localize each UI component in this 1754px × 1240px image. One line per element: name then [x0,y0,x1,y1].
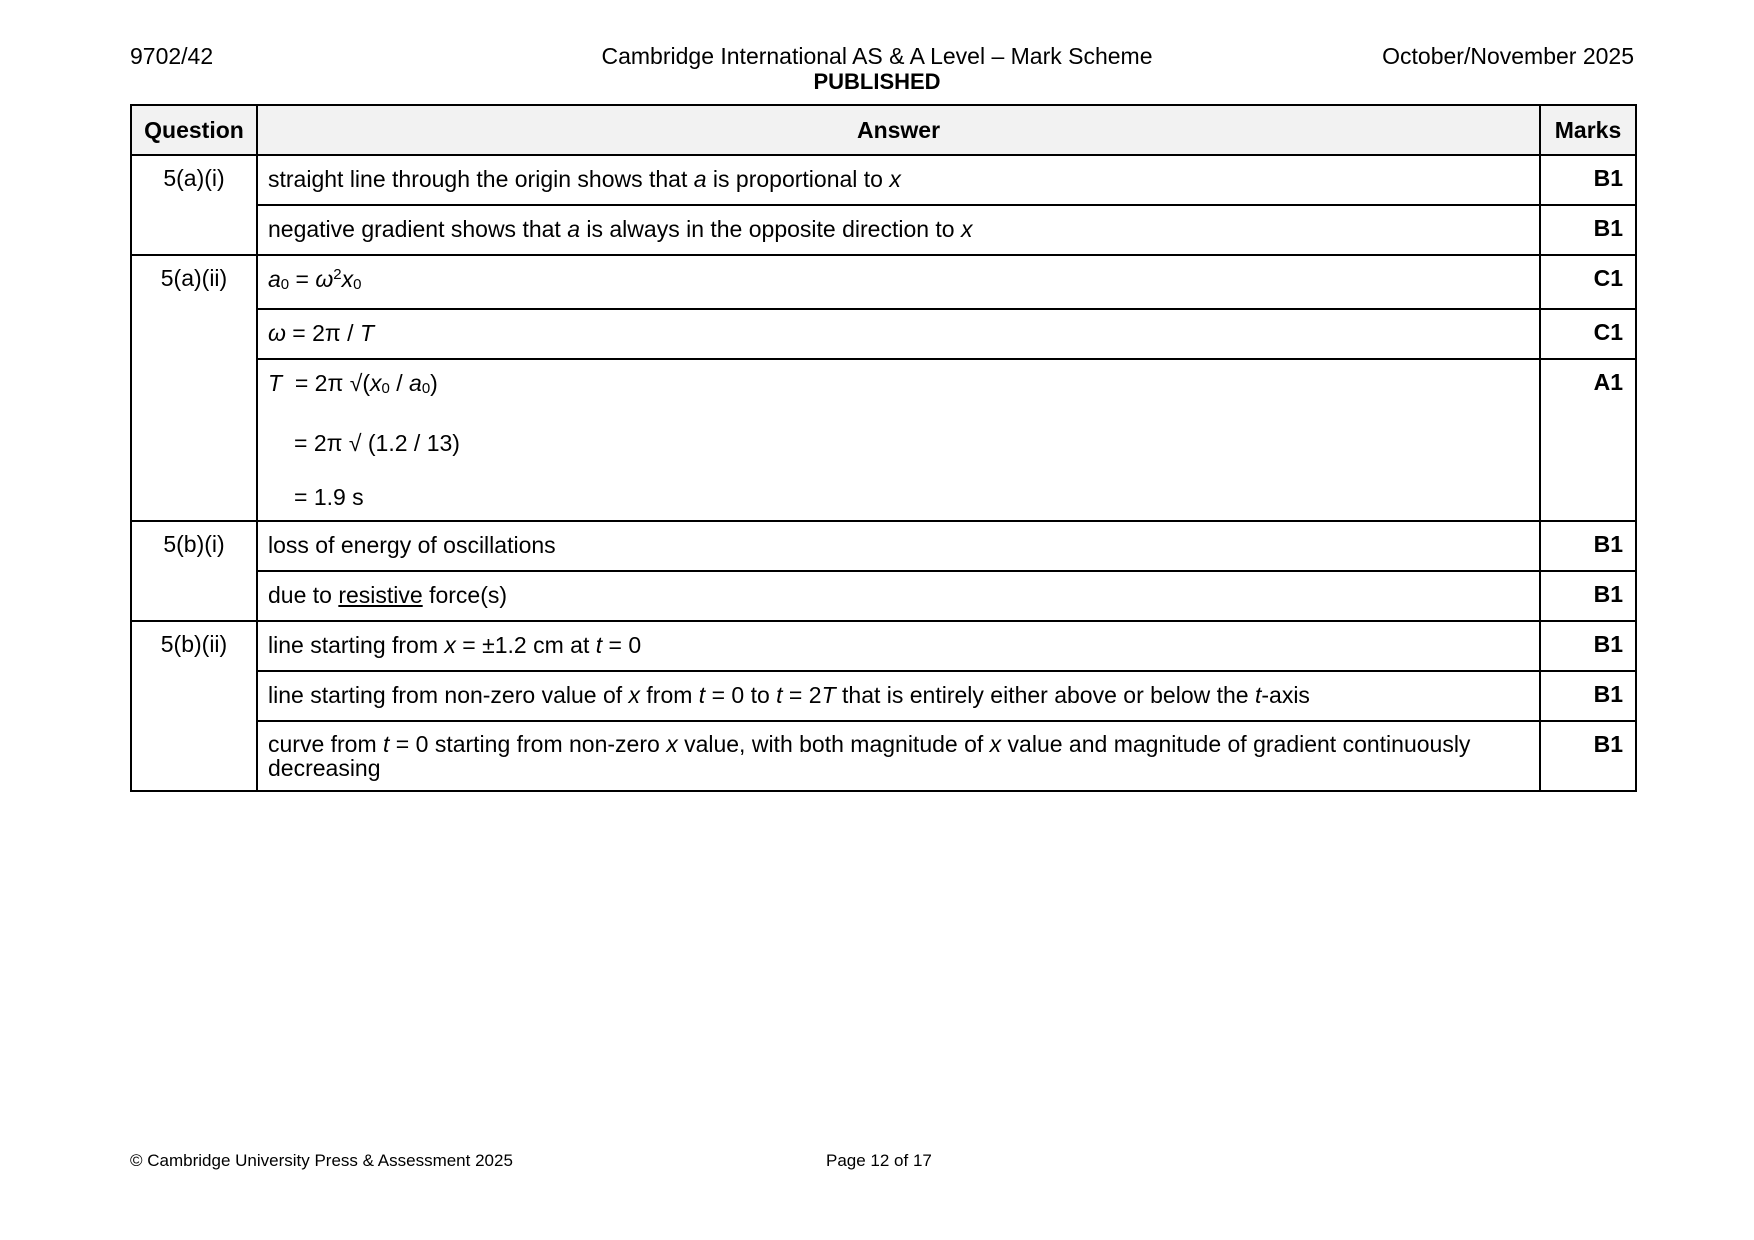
answer-cell [257,359,1540,521]
mark-cell: C1 [1540,255,1636,309]
copyright-notice: © Cambridge University Press & Assessment 2025 [130,1151,513,1170]
mark-cell: B1 [1540,571,1636,621]
mark-cell: B1 [1540,671,1636,721]
answer-cell: $a_0 = \omega^2x_0$ [257,255,1540,309]
table-row [131,359,1636,521]
exam-session: October/November 2025 [1382,43,1634,69]
table-row [131,671,1636,721]
question-number: 5(b)(i) [131,521,257,621]
marks-column-header: Marks [1540,105,1636,155]
answer-cell: ω = 2π / T [257,309,1540,359]
answer-cell: line starting from non-zero value of x from t = 0 to t = 2T that is entirely either above or below the t-axis [257,671,1540,721]
page-number: Page 12 of 17 [826,1151,932,1170]
table-row [131,621,1636,671]
mark-scheme-table [130,104,1637,792]
table-row [131,521,1636,571]
table-header-row [131,105,1636,155]
table-row [131,255,1636,309]
table-row [131,309,1636,359]
answer-cell: line starting from x = ±1.2 cm at t = 0 [257,621,1540,671]
answer-line: = 1.9 s [294,484,364,510]
document-title-text: Cambridge International AS & A Level – Mark Scheme [601,43,1153,69]
answer-column-header: Answer [257,105,1540,155]
table-row [131,571,1636,621]
mark-cell: C1 [1540,309,1636,359]
mark-cell: B1 [1540,621,1636,671]
answer-cell: straight line through the origin shows that a is proportional to x [257,155,1540,205]
mark-cell: B1 [1540,155,1636,205]
answer-cell: curve from t = 0 starting from non-zero x value, with both magnitude of x value and magnitude of gradient continuously decreasing [257,721,1540,791]
mark-cell: A1 [1540,359,1636,521]
mark-cell: B1 [1540,205,1636,255]
question-number: 5(a)(ii) [131,255,257,521]
question-number: 5(b)(ii) [131,621,257,791]
question-column-header: Question [131,105,257,155]
mark-cell: B1 [1540,721,1636,791]
answer-cell: negative gradient shows that a is always in the opposite direction to x [257,205,1540,255]
published-label: PUBLISHED [813,69,941,94]
answer-cell: loss of energy of oscillations [257,521,1540,571]
table-row [131,155,1636,205]
table-row [131,205,1636,255]
answer-line: T = 2π $√(x_0 / a_0)$ [268,370,438,397]
answer-line: = 2π √ (1.2 / 13) [294,430,460,456]
mark-cell: B1 [1540,521,1636,571]
table-row [131,721,1636,791]
question-number: 5(a)(i) [131,155,257,255]
answer-cell: due to resistive force(s) [257,571,1540,621]
paper-code: 9702/42 [130,43,214,69]
